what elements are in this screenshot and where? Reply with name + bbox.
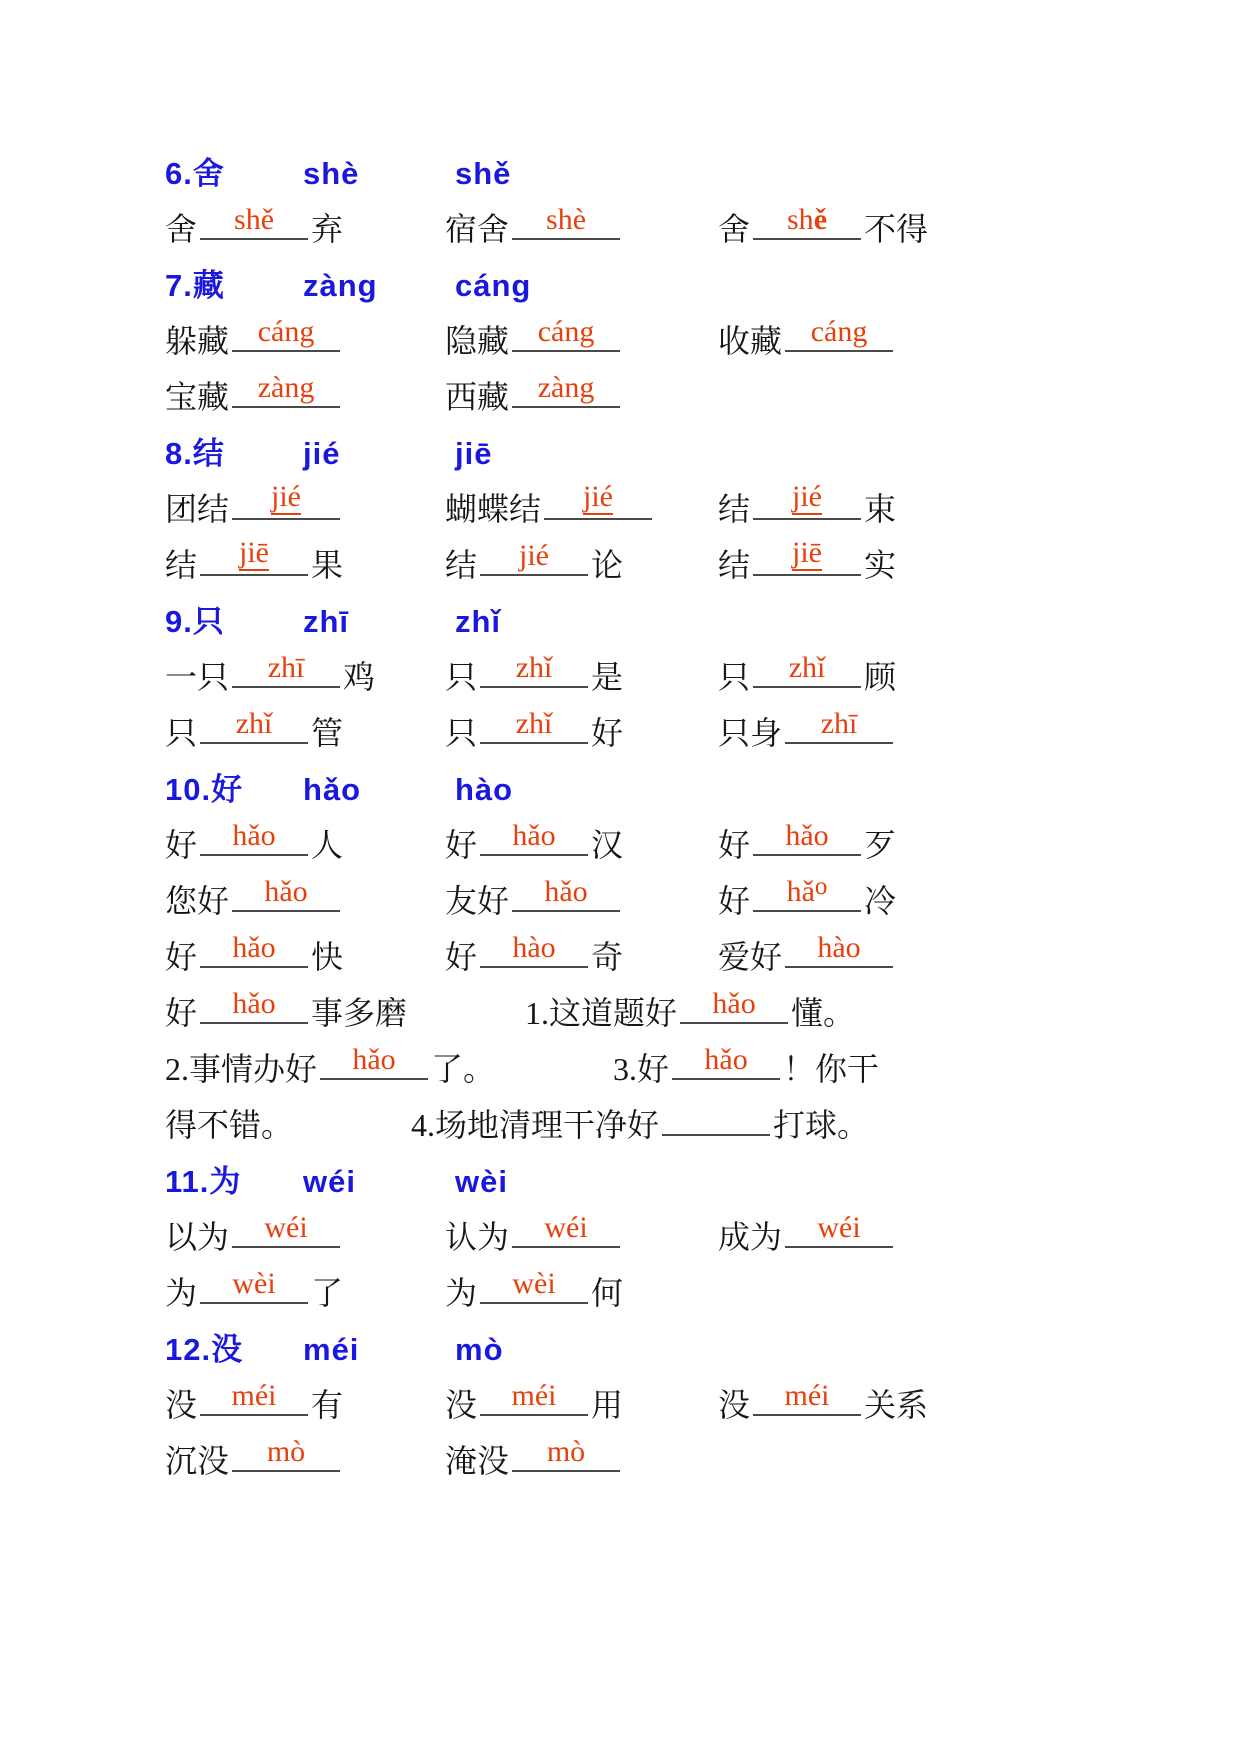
exercise-item [525, 987, 856, 1032]
exercise-row [165, 472, 1200, 528]
pinyin-answer: jiē [792, 536, 823, 570]
exercise-item [165, 707, 445, 752]
exercise-row [165, 1032, 1200, 1088]
item-text-pre: 好 [445, 827, 478, 864]
heading-pinyin-2: mò [455, 1332, 504, 1367]
fill-blank [200, 931, 308, 968]
exercise-item [445, 1435, 718, 1480]
pinyin-answer: wéi [264, 1211, 308, 1245]
pinyin-answer: jiē [239, 536, 270, 570]
exercise-row [165, 640, 1200, 696]
section-heading [165, 596, 1200, 640]
pinyin-answer: zàng [537, 371, 595, 405]
heading-pinyin-1: jié [303, 436, 341, 471]
exercise-item [165, 480, 445, 528]
item-text-pre: 爱好 [718, 939, 783, 976]
item-text-post: 歹 [864, 827, 897, 864]
item-text-post: 鸡 [343, 659, 376, 696]
fill-blank [753, 651, 861, 688]
fill-blank [512, 1435, 620, 1472]
pinyin-answer: shě [234, 203, 275, 237]
exercise-item [165, 931, 445, 976]
fill-blank [232, 875, 340, 912]
fill-blank [512, 875, 620, 912]
exercise-item [718, 873, 1200, 920]
exercise-item [718, 536, 1200, 584]
fill-blank [232, 315, 340, 352]
pinyin-answer: shě [787, 203, 828, 237]
item-text-post: 好 [591, 715, 624, 752]
item-text-pre: 只 [445, 659, 478, 696]
item-text-pre: 好 [165, 995, 198, 1032]
item-text-pre: 只 [718, 659, 751, 696]
exercise-item [445, 539, 718, 584]
item-text-pre: 西藏 [445, 379, 510, 416]
pinyin-answer: $hǎ^o$ [786, 873, 828, 909]
fill-blank [480, 539, 588, 576]
worksheet-section [165, 148, 1200, 248]
pinyin-answer: cáng [810, 315, 868, 349]
section-heading [165, 148, 1200, 192]
fill-blank [232, 371, 340, 408]
item-text-pre: 友好 [445, 883, 510, 920]
exercise-item [165, 536, 445, 584]
item-text-pre: 淹没 [445, 1443, 510, 1480]
worksheet-section [165, 1156, 1200, 1312]
item-text-pre: 躲藏 [165, 323, 230, 360]
section-heading [165, 1324, 1200, 1368]
item-text-post: 管 [311, 715, 344, 752]
exercise-row [165, 976, 1200, 1032]
item-text-post: 用 [591, 1387, 624, 1424]
exercise-item [165, 1211, 445, 1256]
item-text-pre: 舍 [718, 211, 751, 248]
item-text-post: 有 [311, 1387, 344, 1424]
item-text-pre: 蝴蝶结 [445, 491, 542, 528]
fill-blank [512, 315, 620, 352]
item-text-post: 打球。 [773, 1107, 870, 1144]
pinyin-answer: cáng [537, 315, 595, 349]
exercise-item [411, 1107, 869, 1144]
exercise-item [445, 819, 718, 864]
exercise-item [165, 987, 408, 1032]
fill-blank [232, 651, 340, 688]
item-text-pre: 您好 [165, 883, 230, 920]
fill-blank [753, 819, 861, 856]
item-text-pre: 没 [718, 1387, 751, 1424]
fill-blank [480, 1379, 588, 1416]
item-text-pre: 只 [445, 715, 478, 752]
item-text-post: 人 [311, 827, 344, 864]
pinyin-answer: zàng [257, 371, 315, 405]
worksheet-section [165, 1324, 1200, 1480]
exercise-item [718, 203, 1200, 248]
pinyin-answer: hǎo [232, 987, 276, 1021]
exercise-item [445, 1211, 718, 1256]
item-text-pre: 以为 [165, 1219, 230, 1256]
item-text-pre: 宿舍 [445, 211, 510, 248]
item-text-pre: 结 [718, 547, 751, 584]
exercise-item [445, 315, 718, 360]
item-text-pre: 1.这道题好 [525, 995, 678, 1032]
heading-pinyin-1: zhī [303, 604, 350, 639]
item-text-post: 何 [591, 1275, 624, 1312]
exercise-row [165, 696, 1200, 752]
section-number-char: 9.只 [165, 604, 225, 639]
section-number-char: 8.结 [165, 436, 225, 471]
pinyin-answer: wèi [512, 1267, 556, 1301]
exercise-item [165, 1043, 496, 1088]
item-text-pre: 为 [165, 1275, 198, 1312]
item-text-pre: 舍 [165, 211, 198, 248]
item-text-post: 快 [311, 939, 344, 976]
pinyin-answer: zhǐ [515, 651, 553, 685]
pinyin-answer: hào [817, 931, 861, 965]
exercise-item [613, 1043, 880, 1088]
section-number-char: 12.没 [165, 1332, 244, 1367]
fill-blank [480, 707, 588, 744]
worksheet-section [165, 764, 1200, 1144]
heading-pinyin-2: wèi [455, 1164, 508, 1199]
item-text-post: 实 [864, 547, 897, 584]
pinyin-answer: zhǐ [235, 707, 273, 741]
fill-blank [200, 987, 308, 1024]
pinyin-answer: zhī [267, 651, 305, 685]
fill-blank [512, 1211, 620, 1248]
exercise-row [165, 920, 1200, 976]
exercise-row [165, 864, 1200, 920]
exercise-row [165, 192, 1200, 248]
pinyin-answer: hào [512, 931, 556, 965]
pinyin-answer: mò [266, 1435, 306, 1469]
fill-blank [232, 1211, 340, 1248]
heading-pinyin-1: hǎo [303, 772, 362, 807]
exercise-item [165, 371, 445, 416]
exercise-item [718, 931, 1200, 976]
fill-blank [662, 1128, 770, 1136]
fill-blank [320, 1043, 428, 1080]
item-text-post: 关系 [864, 1387, 929, 1424]
item-text-post: 事多磨 [311, 995, 408, 1032]
item-text-pre: 收藏 [718, 323, 783, 360]
exercise-row [165, 1368, 1200, 1424]
pinyin-answer: méi [784, 1379, 830, 1413]
exercise-item [445, 480, 718, 528]
fill-blank [232, 1435, 340, 1472]
section-heading [165, 260, 1200, 304]
section-heading [165, 1156, 1200, 1200]
pinyin-answer: jié [519, 539, 550, 573]
fill-blank [753, 873, 861, 912]
item-text-pre: 好 [165, 939, 198, 976]
pinyin-answer: hǎo [232, 819, 276, 853]
worksheet-section [165, 428, 1200, 584]
fill-blank [480, 931, 588, 968]
exercise-item [445, 651, 718, 696]
exercise-item [718, 651, 1200, 696]
item-text-post: 果 [311, 547, 344, 584]
fill-blank [785, 1211, 893, 1248]
exercise-item [445, 931, 718, 976]
heading-pinyin-2: zhǐ [455, 604, 502, 639]
exercise-item [445, 1379, 718, 1424]
item-text-pre: 结 [445, 547, 478, 584]
item-text-pre: 隐藏 [445, 323, 510, 360]
pinyin-answer: hǎo [352, 1043, 396, 1077]
item-text-pre: 没 [165, 1387, 198, 1424]
exercise-item [718, 819, 1200, 864]
heading-pinyin-2: shě [455, 156, 512, 191]
item-text-pre: 得不错。 [165, 1107, 294, 1144]
pinyin-answer: jié [271, 480, 302, 514]
exercise-item [718, 480, 1200, 528]
fill-blank [785, 931, 893, 968]
item-text-pre: 为 [445, 1275, 478, 1312]
pinyin-answer: hǎo [264, 875, 308, 909]
fill-blank [200, 203, 308, 240]
pinyin-answer: zhǐ [788, 651, 826, 685]
fill-blank [753, 536, 861, 576]
item-text-pre: 没 [445, 1387, 478, 1424]
item-text-post: 是 [591, 659, 624, 696]
fill-blank [480, 1267, 588, 1304]
pinyin-answer: hǎo [712, 987, 756, 1021]
item-text-pre: 结 [165, 547, 198, 584]
heading-pinyin-1: wéi [303, 1164, 356, 1199]
fill-blank [232, 480, 340, 520]
worksheet-section [165, 260, 1200, 416]
item-text-pre: 3.好 [613, 1051, 670, 1088]
fill-blank [753, 1379, 861, 1416]
pinyin-answer: hǎo [785, 819, 829, 853]
pinyin-answer: cáng [257, 315, 315, 349]
fill-blank [753, 203, 861, 240]
pinyin-answer: hǎo [232, 931, 276, 965]
item-text-post: 了。 [431, 1051, 496, 1088]
heading-pinyin-2: hào [455, 772, 514, 807]
fill-blank [480, 819, 588, 856]
item-text-pre: 结 [718, 491, 751, 528]
exercise-row [165, 528, 1200, 584]
fill-blank [785, 707, 893, 744]
item-text-post: 汉 [591, 827, 624, 864]
exercise-item [445, 203, 718, 248]
item-text-pre: 好 [445, 939, 478, 976]
fill-blank [785, 315, 893, 352]
pinyin-answer: mò [546, 1435, 586, 1469]
exercise-item [718, 707, 1200, 752]
worksheet-section [165, 596, 1200, 752]
exercise-row [165, 360, 1200, 416]
pinyin-answer: wéi [817, 1211, 861, 1245]
heading-pinyin-1: shè [303, 156, 360, 191]
exercise-row [165, 1424, 1200, 1480]
heading-pinyin-1: méi [303, 1332, 360, 1367]
pinyin-answer: wéi [544, 1211, 588, 1245]
section-heading [165, 428, 1200, 472]
pinyin-answer: hǎo [544, 875, 588, 909]
fill-blank [200, 1379, 308, 1416]
pinyin-answer: zhǐ [515, 707, 553, 741]
item-text-post: 论 [591, 547, 624, 584]
pinyin-answer: hǎo [512, 819, 556, 853]
exercise-item [165, 819, 445, 864]
pinyin-answer: wèi [232, 1267, 276, 1301]
item-text-pre: 只 [165, 715, 198, 752]
exercise-item [165, 1107, 293, 1144]
pinyin-answer: méi [231, 1379, 277, 1413]
pinyin-answer: shè [546, 203, 587, 237]
item-text-pre: 团结 [165, 491, 230, 528]
item-text-pre: 成为 [718, 1219, 783, 1256]
exercise-item [165, 1435, 445, 1480]
section-number-char: 6.舍 [165, 156, 225, 191]
exercise-item [445, 1267, 718, 1312]
exercise-item [165, 203, 445, 248]
exercise-item [165, 651, 445, 696]
pinyin-answer: jié [792, 480, 823, 514]
section-number-char: 7.藏 [165, 268, 225, 303]
fill-blank [753, 480, 861, 520]
exercise-item [165, 1379, 445, 1424]
exercise-row [165, 1200, 1200, 1256]
fill-blank [672, 1043, 780, 1080]
fill-blank [200, 536, 308, 576]
fill-blank [680, 987, 788, 1024]
exercise-row [165, 808, 1200, 864]
exercise-row [165, 1256, 1200, 1312]
item-text-post: 冷 [864, 883, 897, 920]
section-number-char: 10.好 [165, 772, 244, 807]
pinyin-answer: méi [511, 1379, 557, 1413]
exercise-item [165, 1267, 445, 1312]
item-text-post: 顾 [864, 659, 897, 696]
item-text-pre: 好 [718, 883, 751, 920]
item-text-pre: 只身 [718, 715, 783, 752]
item-text-pre: 好 [165, 827, 198, 864]
exercise-item [165, 875, 445, 920]
item-text-post: 不得 [864, 211, 929, 248]
heading-pinyin-2: jiē [455, 436, 493, 471]
fill-blank [544, 480, 652, 520]
heading-pinyin-1: zàng [303, 268, 378, 303]
item-text-post: 懂。 [791, 995, 856, 1032]
exercise-item [718, 1379, 1200, 1424]
exercise-row [165, 1088, 1200, 1144]
section-heading [165, 764, 1200, 808]
fill-blank [512, 203, 620, 240]
fill-blank [512, 371, 620, 408]
item-text-post: 了 [311, 1275, 344, 1312]
heading-pinyin-2: cáng [455, 268, 532, 303]
item-text-pre: 宝藏 [165, 379, 230, 416]
fill-blank [200, 707, 308, 744]
item-text-pre: 一只 [165, 659, 230, 696]
item-text-pre: 好 [718, 827, 751, 864]
item-text-post: 弃 [311, 211, 344, 248]
item-text-pre: 沉没 [165, 1443, 230, 1480]
item-text-pre: 2.事情办好 [165, 1051, 318, 1088]
exercise-item [718, 315, 1200, 360]
fill-blank [480, 651, 588, 688]
item-text-pre: 4.场地清理干净好 [411, 1107, 660, 1144]
exercise-item [445, 371, 718, 416]
exercise-row [165, 304, 1200, 360]
section-number-char: 11.为 [165, 1164, 242, 1199]
item-text-pre: 认为 [445, 1219, 510, 1256]
pinyin-answer: jié [583, 480, 614, 514]
pinyin-answer: zhī [820, 707, 858, 741]
exercise-item [165, 315, 445, 360]
exercise-item [445, 707, 718, 752]
item-text-post: 束 [864, 491, 897, 528]
fill-blank [200, 1267, 308, 1304]
pinyin-answer: hǎo [704, 1043, 748, 1077]
exercise-item [445, 875, 718, 920]
item-text-post: ！你干 [783, 1051, 880, 1088]
fill-blank [200, 819, 308, 856]
item-text-post: 奇 [591, 939, 624, 976]
exercise-item [718, 1211, 1200, 1256]
